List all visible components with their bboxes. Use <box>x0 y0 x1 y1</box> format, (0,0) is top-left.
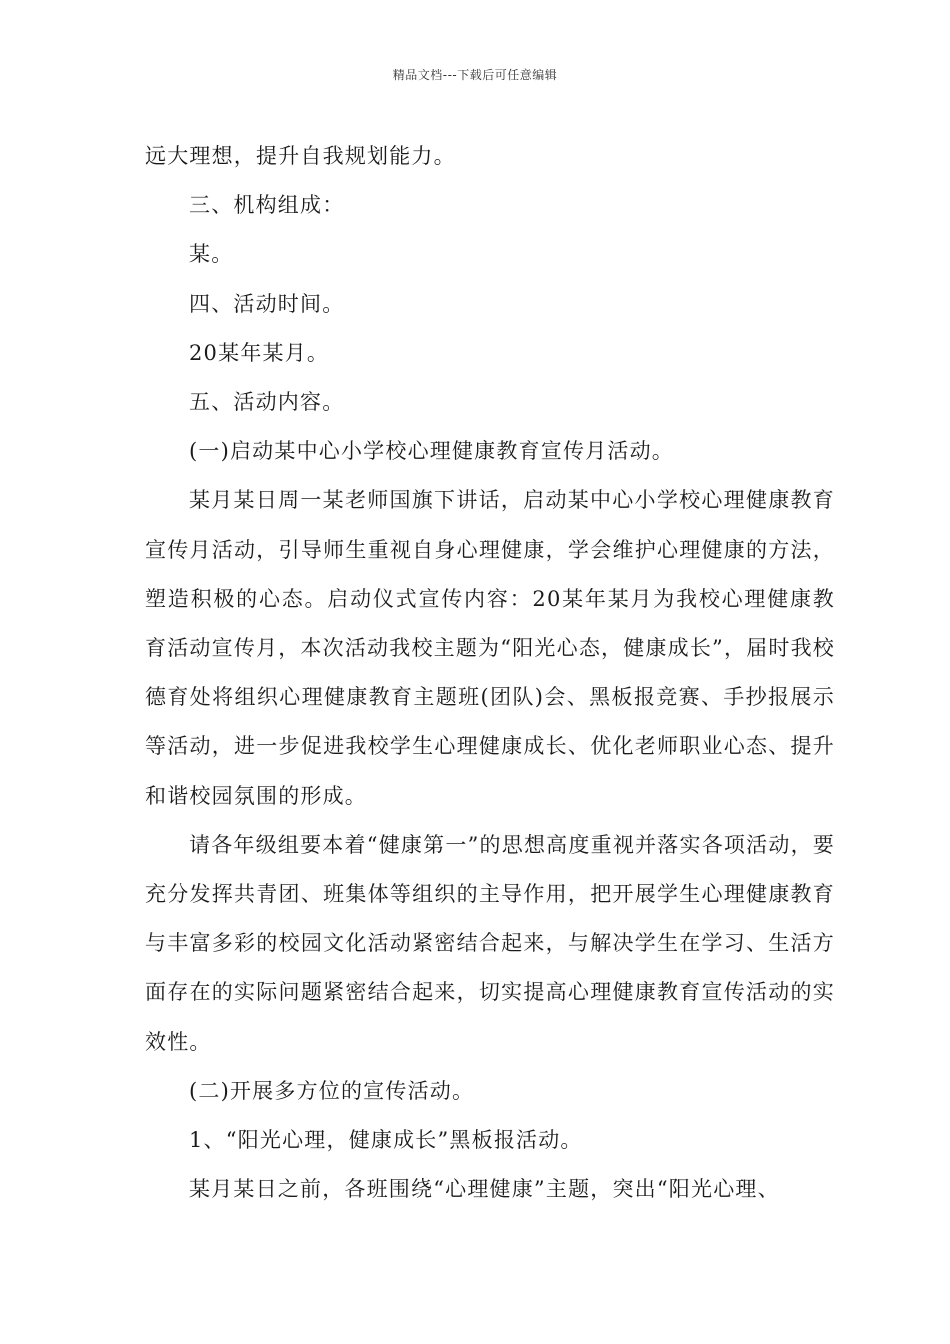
list-item-heading: 1、“阳光心理，健康成长”黑板报活动。 <box>189 1128 583 1153</box>
paragraph: 某月某日之前，各班围绕“心理健康”主题，突出“阳光心理、 <box>189 1177 780 1202</box>
paragraph: 远大理想，提升自我规划能力。 <box>145 144 456 168</box>
subsection-heading: (二)开展多方位的宣传活动。 <box>189 1078 475 1103</box>
section-heading: 四、活动时间。 <box>189 291 345 316</box>
paragraph: 某月某日周一某老师国旗下讲话，启动某中心小学校心理健康教育宣传月活动，引导师生重视自身心理健康，学会维护心理健康的方法，塑造积极的心态。启动仪式宣传内容：20某年某月为我校心理健康教育活动宣传月，本次活动我校主题为“阳光心态，健康成长”，届时我校德育处将组织心理健康教育主题班(团队)会、黑板报竞赛、手抄报展示等活动，进一步促进我校学生心理健康成长、优化老师职业心态、提升和谐校园氛围的形成。 <box>145 488 835 808</box>
paragraph: 20某年某月。 <box>189 340 330 365</box>
section-heading: 三、机构组成： <box>189 193 345 218</box>
paragraph: 某。 <box>189 242 234 267</box>
paragraph: 请各年级组要本着“健康第一”的思想高度重视并落实各项活动，要充分发挥共青团、班集体等组织的主导作用，把开展学生心理健康教育与丰富多彩的校园文化活动紧密结合起来，与解决学生在学习、生活方面存在的实际问题紧密结合起来，切实提高心理健康教育宣传活动的实效性。 <box>145 832 835 1054</box>
subsection-heading: (一)启动某中心小学校心理健康教育宣传月活动。 <box>189 439 674 464</box>
document-body <box>145 132 835 1214</box>
section-heading: 五、活动内容。 <box>189 390 345 415</box>
page-header: 精品文档---下载后可任意编辑 <box>392 68 558 82</box>
